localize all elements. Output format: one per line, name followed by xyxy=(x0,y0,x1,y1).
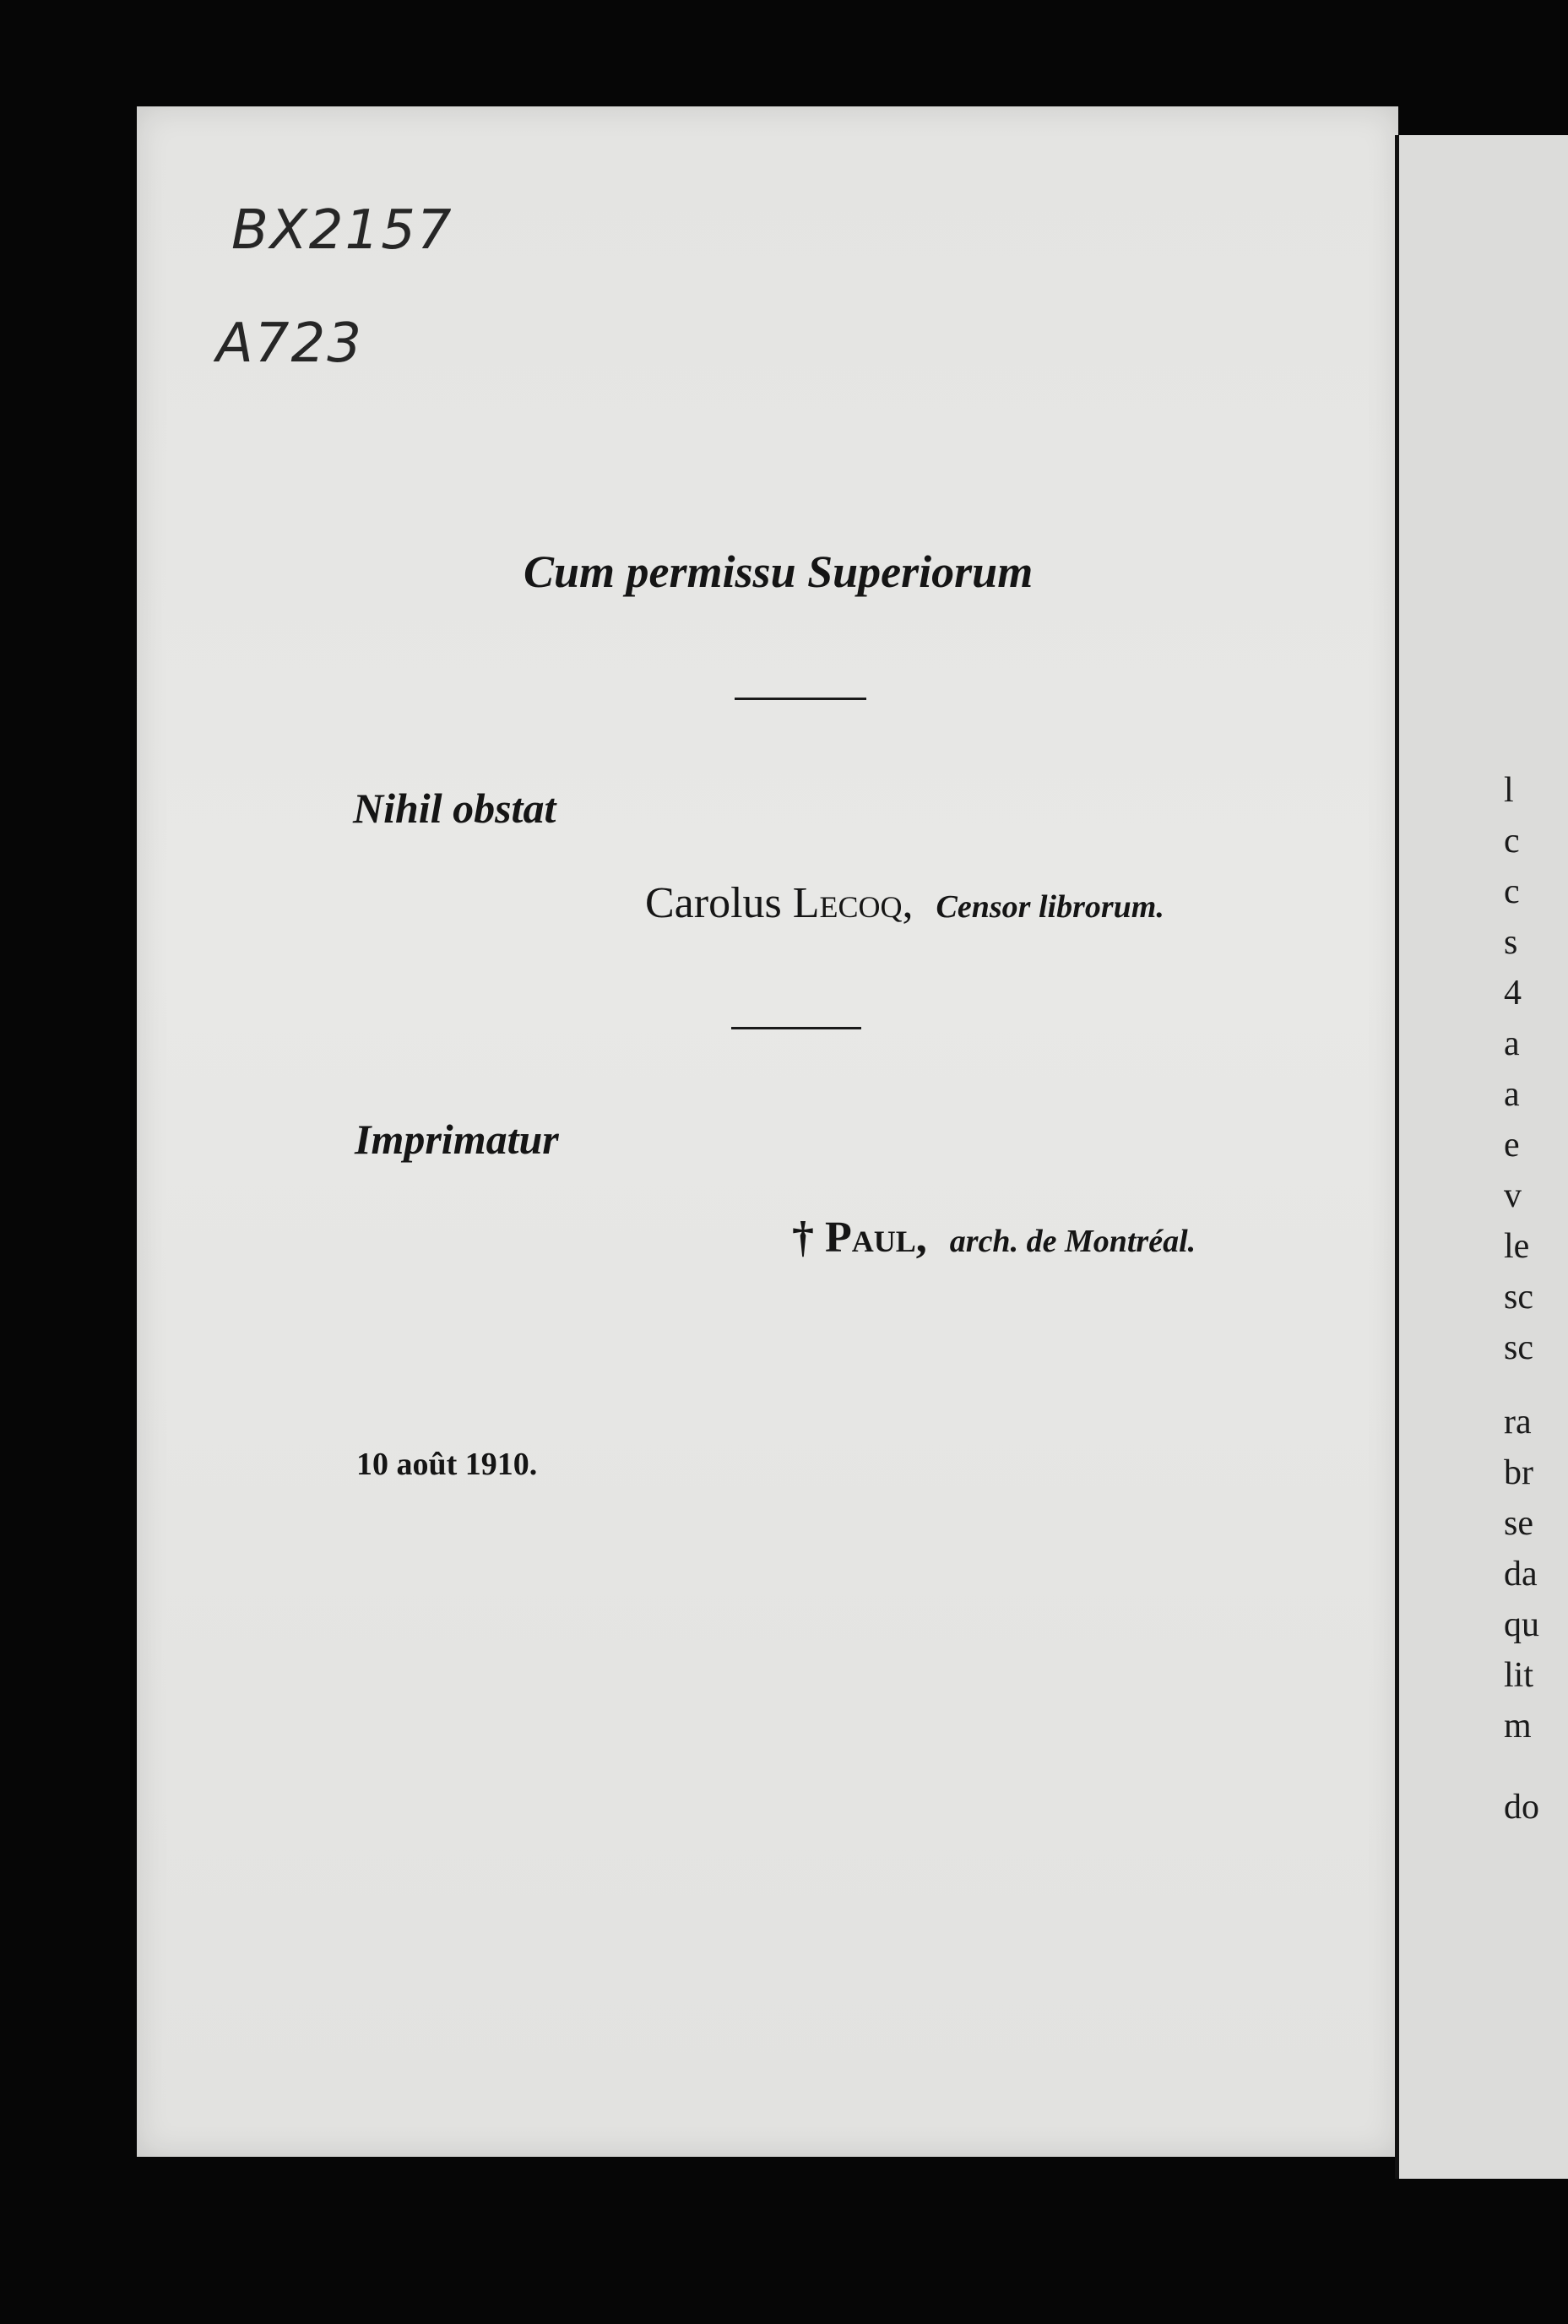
censor-last-name: Lecoq, xyxy=(792,879,914,927)
fragment: c xyxy=(1504,822,1520,861)
fragment: m xyxy=(1504,1707,1532,1746)
call-number-line2: A723 xyxy=(216,312,363,375)
archbishop-signature xyxy=(792,1213,1533,1262)
fragment: lit xyxy=(1504,1656,1534,1695)
fragment: a xyxy=(1504,1075,1520,1114)
fragment: 4 xyxy=(1504,974,1522,1013)
censor-signature xyxy=(645,878,1533,928)
divider xyxy=(731,1027,861,1029)
divider xyxy=(735,698,866,700)
cross-icon: † xyxy=(792,1214,814,1262)
fragment: sc xyxy=(1504,1278,1533,1317)
nihil-obstat-heading: Nihil obstat xyxy=(353,785,556,832)
fragment: ra xyxy=(1504,1403,1532,1442)
fragment: br xyxy=(1504,1453,1533,1492)
fragment: l xyxy=(1504,771,1514,810)
fragment: sc xyxy=(1504,1328,1533,1367)
archbishop-role: arch. de Montréal. xyxy=(949,1224,1196,1259)
fragment: c xyxy=(1504,872,1520,911)
censor-role: Censor librorum. xyxy=(936,889,1164,925)
document-page xyxy=(137,106,1398,2157)
fragment: a xyxy=(1504,1024,1520,1063)
fragment: se xyxy=(1504,1504,1533,1543)
call-number-line1: BX2157 xyxy=(231,199,453,262)
fragment: qu xyxy=(1504,1605,1539,1644)
archbishop-name: Paul, xyxy=(825,1214,927,1262)
fragment: le xyxy=(1504,1227,1530,1266)
fragment: s xyxy=(1504,923,1518,962)
fragment: da xyxy=(1504,1555,1538,1594)
permission-title: Cum permissu Superiorum xyxy=(524,546,1034,597)
date: 10 août 1910. xyxy=(356,1447,538,1482)
censor-first-name: Carolus xyxy=(645,879,782,927)
fragment: v xyxy=(1504,1176,1522,1215)
imprimatur-heading: Imprimatur xyxy=(355,1116,559,1163)
fragment: do xyxy=(1504,1788,1539,1827)
adjacent-page-edge xyxy=(1395,135,1568,2179)
fragment: e xyxy=(1504,1126,1520,1165)
